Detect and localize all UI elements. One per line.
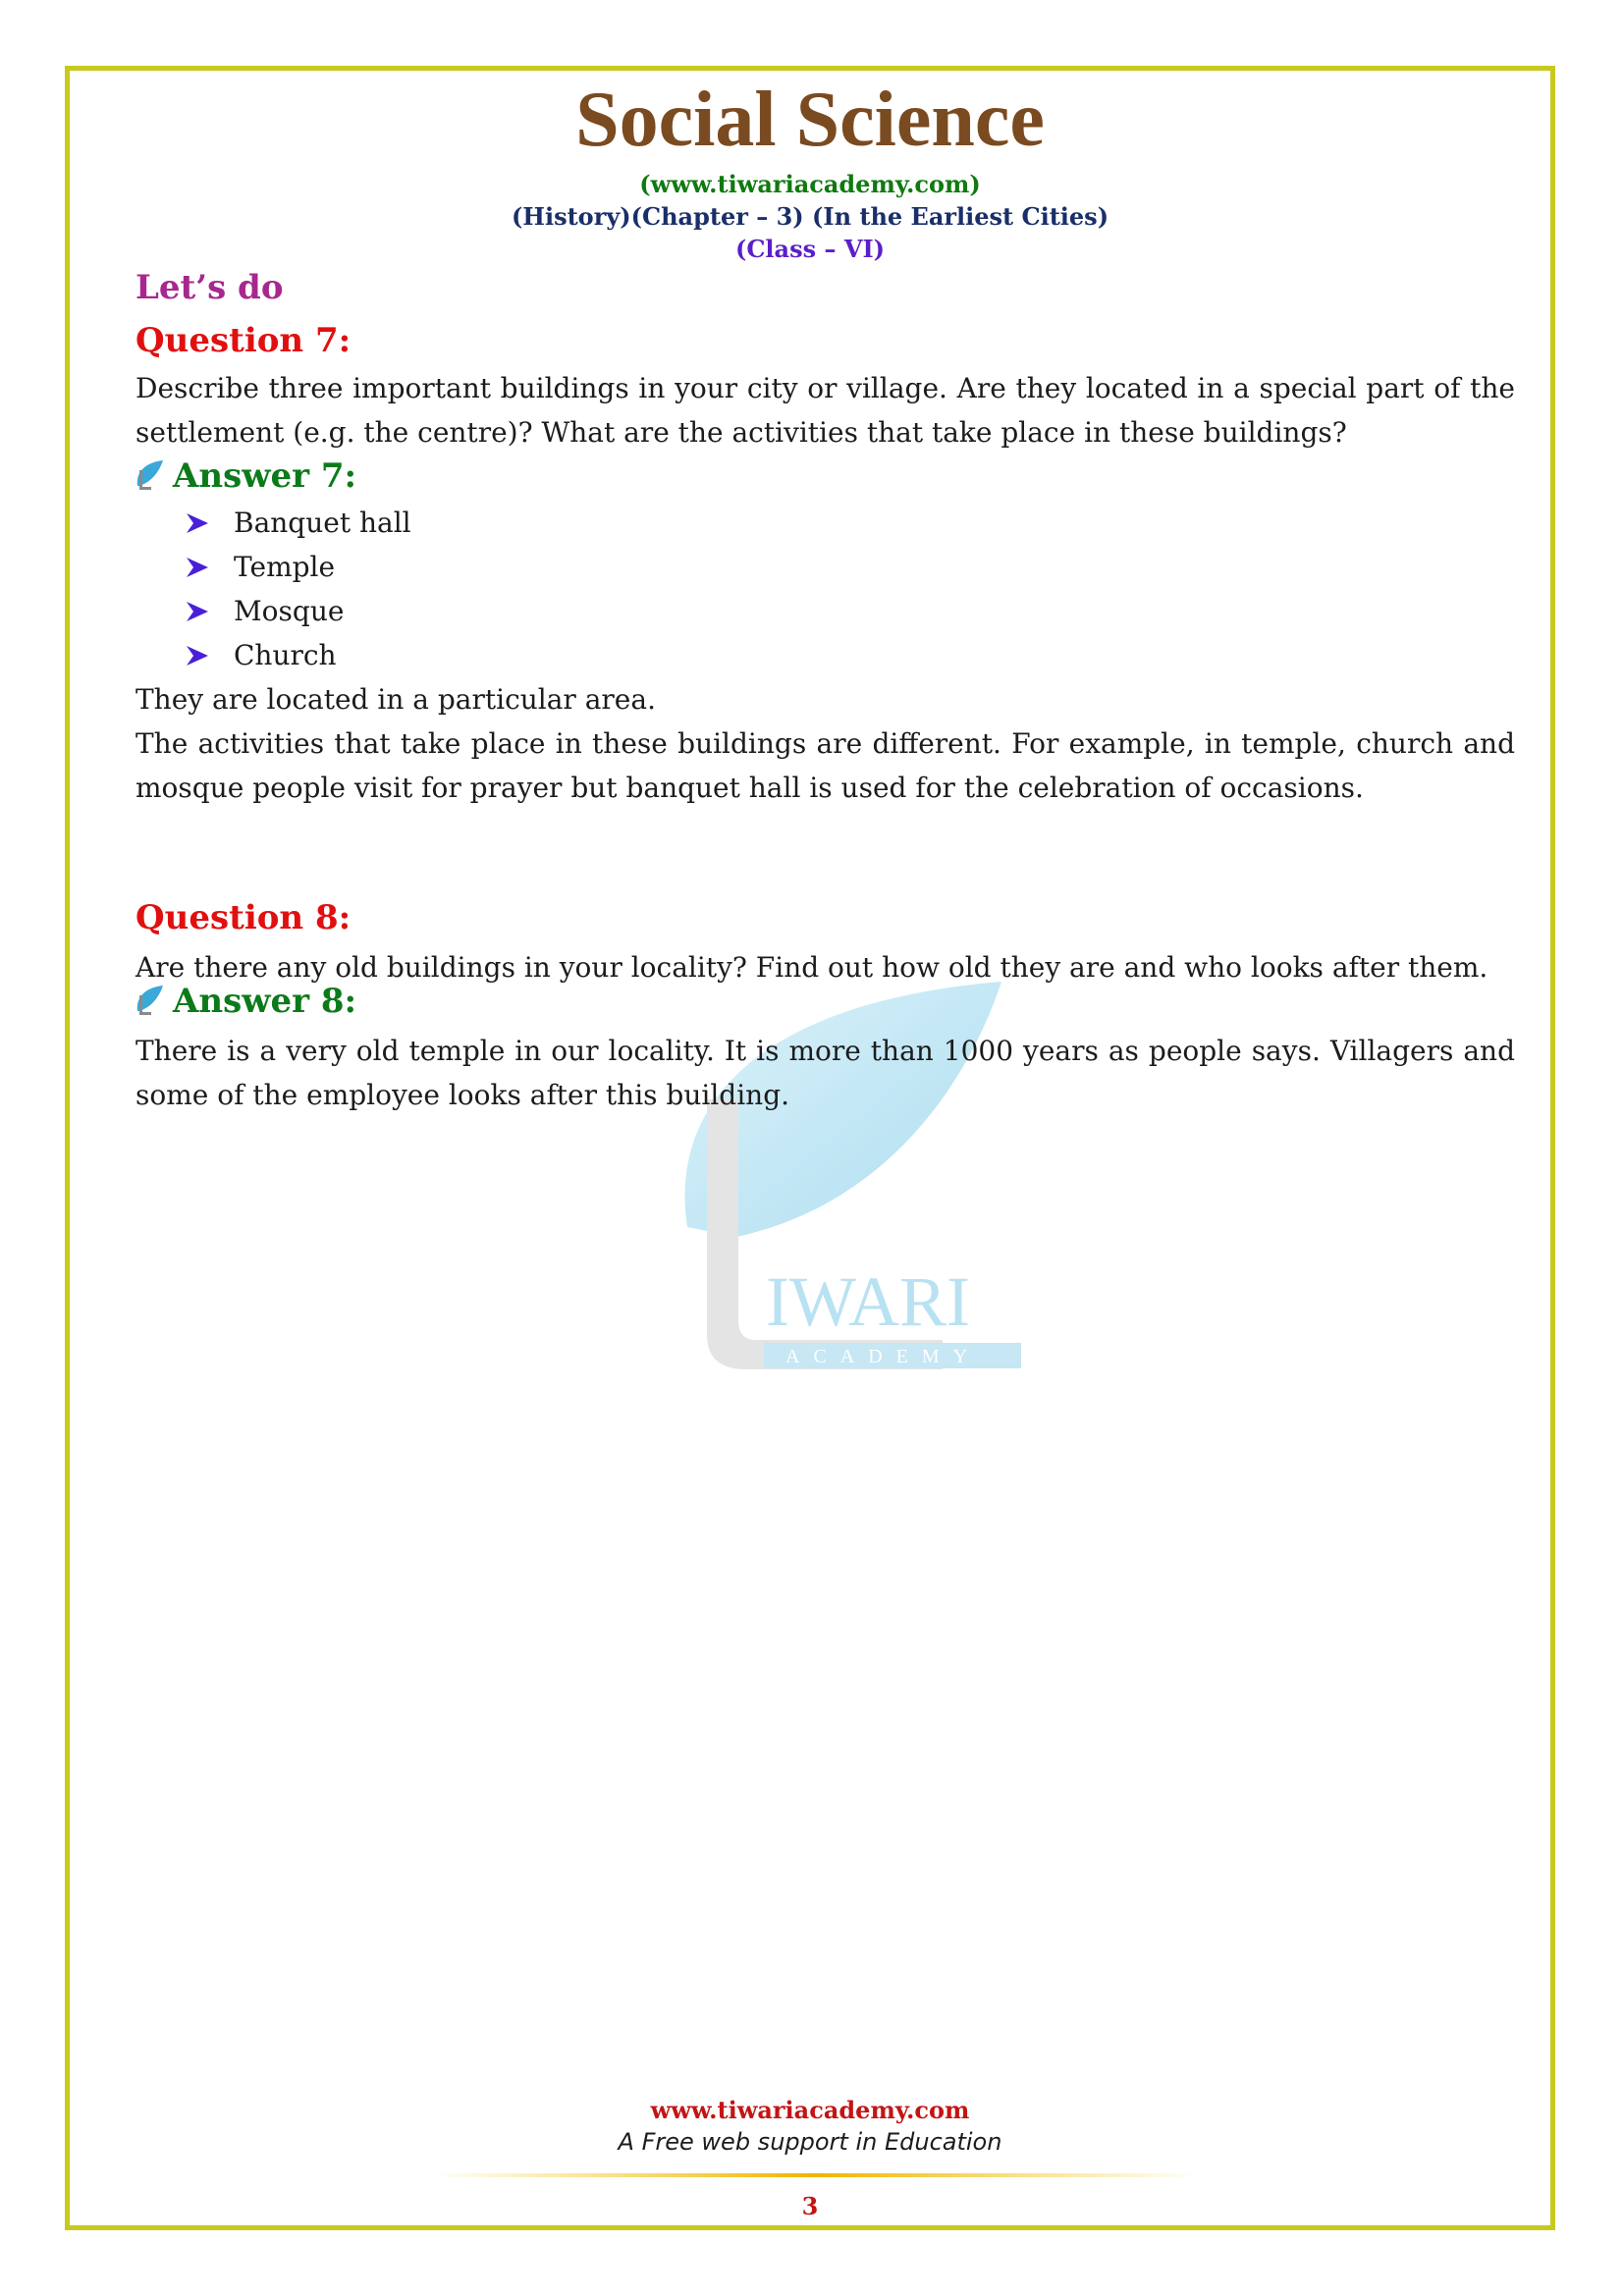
answer-7-label: Answer 7:	[173, 456, 357, 496]
bullet-text: Banquet hall	[234, 507, 411, 539]
list-item	[185, 501, 1564, 545]
bullet-text: Church	[234, 639, 337, 671]
arrow-bullet-icon	[185, 644, 210, 667]
answer-8-heading	[135, 982, 1515, 1021]
list-item	[185, 633, 1564, 677]
list-item	[185, 545, 1564, 589]
footer-url[interactable]: www.tiwariacademy.com	[650, 2096, 970, 2124]
arrow-bullet-icon	[185, 511, 210, 535]
answer-7-bullet-list	[185, 501, 1564, 677]
footer-divider	[432, 2173, 1198, 2177]
footer-tagline: A Free web support in Education	[618, 2128, 1002, 2156]
question-8-label: Question 8:	[135, 898, 352, 937]
question-7-label: Question 7:	[135, 321, 352, 360]
answer-8-text: There is a very old temple in our locality. It is more than 1000 years as people says. Villagers and some of the employee looks after this building.	[135, 1035, 1515, 1111]
header-url[interactable]: (www.tiwariacademy.com)	[639, 170, 981, 198]
section-heading: Let’s do	[135, 268, 284, 307]
class-label: (Class – VI)	[734, 235, 886, 263]
answer-8-label: Answer 8:	[173, 982, 357, 1021]
tiwari-leaf-icon	[132, 984, 167, 1019]
arrow-bullet-icon	[185, 556, 210, 579]
question-7-text: Describe three important buildings in your city or village. Are they located in a special part of the settlement (e.g. the centre)? What are the activities that take place in these buildings?	[135, 372, 1515, 449]
watermark-brand-text: IWARI	[766, 1262, 970, 1341]
arrow-bullet-icon	[185, 600, 210, 623]
chapter-heading: (History)(Chapter – 3) (In the Earliest Cities)	[511, 202, 1109, 231]
tiwari-leaf-icon	[132, 458, 167, 494]
answer-7-line-1: They are located in a particular area.	[135, 683, 656, 716]
page-title: Social Science	[575, 77, 1045, 163]
answer-7-heading	[135, 456, 1515, 496]
page-number: 3	[801, 2192, 819, 2220]
answer-7-line-2: The activities that take place in these buildings are different. For example, in temple, church and mosque people visit for prayer but banquet hall is used for the celebration of occasions.	[135, 727, 1515, 804]
bullet-text: Mosque	[234, 595, 345, 627]
list-item	[185, 589, 1564, 633]
bullet-text: Temple	[234, 551, 336, 583]
question-8-text: Are there any old buildings in your locality? Find out how old they are and who looks after them.	[135, 951, 1488, 984]
watermark-sub-text: ACADEMY	[785, 1346, 982, 1367]
